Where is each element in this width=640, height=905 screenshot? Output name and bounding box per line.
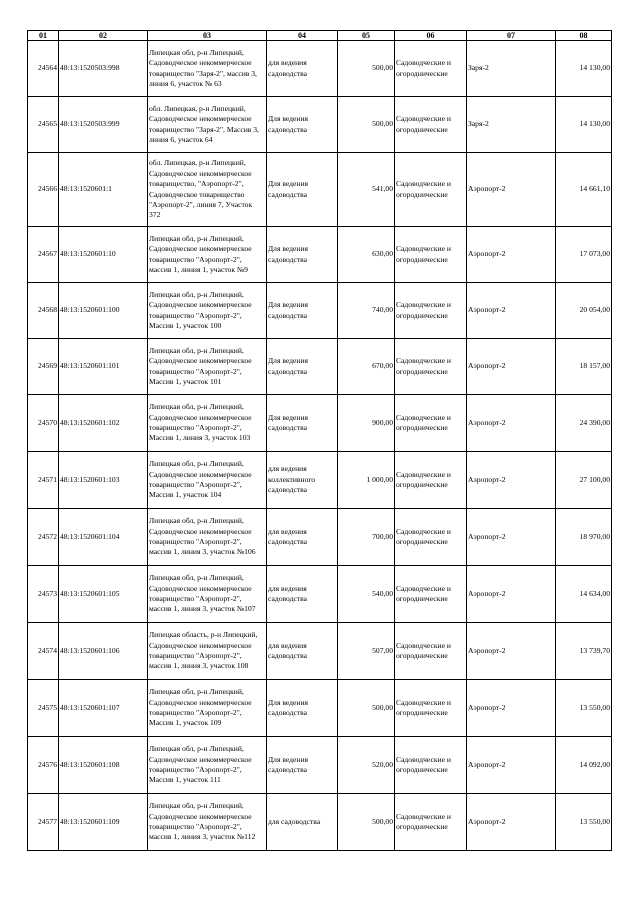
permitted-use: для ведения садоводства: [267, 566, 338, 623]
plot-address: Липецкая обл, р-н Липецкий, Садоводческое некоммерческое товарищество "Аэропорт-2", Массив 1, линия 3, участок 103: [148, 395, 267, 452]
cadastral-number: 48:13:1520601:109: [59, 794, 148, 851]
land-category: Садоводческие и огороднические: [395, 339, 467, 395]
plot-address: обл. Липецкая, р-н Липецкий, Садоводческое некоммерческое товарищество "Заря-2", Массив 3, линия 6, участок 64: [148, 97, 267, 153]
plot-number: 24568: [28, 283, 59, 339]
cadastral-value: 18 970,00: [556, 509, 612, 566]
table-row: [28, 509, 612, 566]
plot-address: Липецкая область, р-н Липецкий, Садоводческое некоммерческое товарищество "Аэропорт-2", массив 1, линия 3, участок 108: [148, 623, 267, 680]
table-row: [28, 41, 612, 97]
column-header: 06: [395, 31, 467, 41]
settlement-name: Заря-2: [467, 97, 556, 153]
permitted-use: Для ведения садоводства: [267, 395, 338, 452]
plot-address: Липецкая обл, р-н Липецкий, Садоводческое некоммерческое товарищество "Аэропорт-2", массив 1, линия 1, участок №9: [148, 227, 267, 283]
column-header: 07: [467, 31, 556, 41]
cadastral-value: 14 661,10: [556, 153, 612, 227]
table-row: [28, 452, 612, 509]
settlement-name: Аэропорт-2: [467, 566, 556, 623]
cadastral-number: 48:13:1520601:105: [59, 566, 148, 623]
settlement-name: Аэропорт-2: [467, 623, 556, 680]
column-header: 08: [556, 31, 612, 41]
table-row: [28, 339, 612, 395]
land-category: Садоводческие и огороднические: [395, 97, 467, 153]
permitted-use: для ведения садоводства: [267, 41, 338, 97]
settlement-name: Аэропорт-2: [467, 227, 556, 283]
settlement-name: Аэропорт-2: [467, 339, 556, 395]
cadastral-value: 14 092,00: [556, 737, 612, 794]
settlement-name: Аэропорт-2: [467, 395, 556, 452]
settlement-name: Заря-2: [467, 41, 556, 97]
plot-number: 24574: [28, 623, 59, 680]
cadastral-number: 48:13:1520503:999: [59, 97, 148, 153]
settlement-name: Аэропорт-2: [467, 680, 556, 737]
cadastral-number: 48:13:1520601:103: [59, 452, 148, 509]
cadastral-value: 24 390,00: [556, 395, 612, 452]
plot-area: 900,00: [338, 395, 395, 452]
cadastral-value: 17 073,00: [556, 227, 612, 283]
cadastral-number: 48:13:1520601:104: [59, 509, 148, 566]
land-category: Садоводческие и огороднические: [395, 153, 467, 227]
plot-area: 507,00: [338, 623, 395, 680]
permitted-use: Для ведения садоводства: [267, 227, 338, 283]
cadastral-number: 48:13:1520601:102: [59, 395, 148, 452]
plot-address: Липецкая обл, р-н Липецкий, Садоводческое некоммерческое товарищество "Заря-2", массив 3, линия 6, участок № 63: [148, 41, 267, 97]
plot-address: Липецкая обл, р-н Липецкий, Садоводческое некоммерческое товарищество "Аэропорт-2", массив 1, линия 3, участок №112: [148, 794, 267, 851]
cadastral-number: 48:13:1520601:100: [59, 283, 148, 339]
column-header: 02: [59, 31, 148, 41]
cadastral-value: 14 130,00: [556, 41, 612, 97]
plot-area: 740,00: [338, 283, 395, 339]
plot-area: 541,00: [338, 153, 395, 227]
land-category: Садоводческие и огороднические: [395, 623, 467, 680]
permitted-use: Для ведения садоводства: [267, 153, 338, 227]
plot-area: 500,00: [338, 97, 395, 153]
permitted-use: для садоводства: [267, 794, 338, 851]
cadastral-value: 13 550,00: [556, 680, 612, 737]
plot-area: 500,00: [338, 794, 395, 851]
settlement-name: Аэропорт-2: [467, 794, 556, 851]
plot-number: 24571: [28, 452, 59, 509]
column-header: 05: [338, 31, 395, 41]
land-plots-table: [27, 30, 612, 851]
permitted-use: Для ведения садоводства: [267, 283, 338, 339]
land-category: Садоводческие и огороднические: [395, 395, 467, 452]
cadastral-value: 13 739,70: [556, 623, 612, 680]
cadastral-value: 27 100,00: [556, 452, 612, 509]
cadastral-value: 20 054,00: [556, 283, 612, 339]
land-category: Садоводческие и огороднические: [395, 794, 467, 851]
cadastral-number: 48:13:1520601:108: [59, 737, 148, 794]
column-header: 03: [148, 31, 267, 41]
land-category: Садоводческие и огороднические: [395, 680, 467, 737]
settlement-name: Аэропорт-2: [467, 509, 556, 566]
plot-area: 500,00: [338, 41, 395, 97]
cadastral-number: 48:13:1520601:1: [59, 153, 148, 227]
plot-area: 630,00: [338, 227, 395, 283]
plot-address: Липецкая обл, р-н Липецкий, Садоводческое некоммерческое товарищество "Аэропорт-2", Массив 1, участок 111: [148, 737, 267, 794]
plot-area: 700,00: [338, 509, 395, 566]
permitted-use: для ведения коллективного садоводства: [267, 452, 338, 509]
table-row: [28, 395, 612, 452]
settlement-name: Аэропорт-2: [467, 737, 556, 794]
table-row: [28, 97, 612, 153]
permitted-use: для ведения садоводства: [267, 623, 338, 680]
land-category: Садоводческие и огороднические: [395, 737, 467, 794]
plot-address: Липецкая обл, р-н Липецкий, Садоводческое некоммерческое товарищество "Аэропорт-2", Массив 1, участок 100: [148, 283, 267, 339]
plot-number: 24567: [28, 227, 59, 283]
permitted-use: Для ведения садоводства: [267, 680, 338, 737]
permitted-use: Для ведения садоводства: [267, 339, 338, 395]
column-header: 01: [28, 31, 59, 41]
plot-number: 24570: [28, 395, 59, 452]
plot-number: 24573: [28, 566, 59, 623]
plot-address: Липецкая обл, р-н Липецкий, Садоводческое некоммерческое товарищество "Аэропорт-2", Массив 1, участок 104: [148, 452, 267, 509]
table-row: [28, 737, 612, 794]
cadastral-number: 48:13:1520601:10: [59, 227, 148, 283]
table-row: [28, 680, 612, 737]
plot-address: Липецкая обл, р-н Липецкий, Садоводческое некоммерческое товарищество "Аэропорт-2", Массив 1, участок 109: [148, 680, 267, 737]
table-row: [28, 566, 612, 623]
plot-area: 670,00: [338, 339, 395, 395]
plot-area: 520,00: [338, 737, 395, 794]
plot-address: Липецкая обл, р-н Липецкий, Садоводческое некоммерческое товарищество "Аэропорт-2", Массив 1, участок 101: [148, 339, 267, 395]
plot-number: 24565: [28, 97, 59, 153]
permitted-use: для ведения садоводства: [267, 509, 338, 566]
table-row: [28, 153, 612, 227]
cadastral-number: 48:13:1520601:107: [59, 680, 148, 737]
plot-number: 24564: [28, 41, 59, 97]
permitted-use: Для ведения садоводства: [267, 737, 338, 794]
plot-number: 24576: [28, 737, 59, 794]
settlement-name: Аэропорт-2: [467, 452, 556, 509]
plot-address: Липецкая обл, р-н Липецкий, Садоводческое некоммерческое товарищество "Аэропорт-2", массив 1, линия 3, участок №106: [148, 509, 267, 566]
settlement-name: Аэропорт-2: [467, 153, 556, 227]
permitted-use: Для ведения садоводства: [267, 97, 338, 153]
table-header-row: [28, 31, 612, 41]
cadastral-number: 48:13:1520601:101: [59, 339, 148, 395]
table-row: [28, 623, 612, 680]
cadastral-value: 13 550,00: [556, 794, 612, 851]
plot-area: 540,00: [338, 566, 395, 623]
cadastral-number: 48:13:1520503:998: [59, 41, 148, 97]
column-header: 04: [267, 31, 338, 41]
cadastral-number: 48:13:1520601:106: [59, 623, 148, 680]
land-category: Садоводческие и огороднические: [395, 566, 467, 623]
cadastral-value: 14 130,00: [556, 97, 612, 153]
land-category: Садоводческие и огороднические: [395, 41, 467, 97]
plot-address: Липецкая обл, р-н Липецкий, Садоводческое некоммерческое товарищество "Аэропорт-2", массив 1, линия 3, участок №107: [148, 566, 267, 623]
table-row: [28, 283, 612, 339]
plot-area: 1 000,00: [338, 452, 395, 509]
cadastral-value: 14 634,00: [556, 566, 612, 623]
plot-number: 24572: [28, 509, 59, 566]
table-row: [28, 227, 612, 283]
land-category: Садоводческие и огороднические: [395, 227, 467, 283]
land-category: Садоводческие и огороднические: [395, 283, 467, 339]
plot-number: 24577: [28, 794, 59, 851]
plot-number: 24569: [28, 339, 59, 395]
plot-number: 24566: [28, 153, 59, 227]
plot-area: 500,00: [338, 680, 395, 737]
table-row: [28, 794, 612, 851]
land-category: Садоводческие и огороднические: [395, 509, 467, 566]
plot-number: 24575: [28, 680, 59, 737]
cadastral-value: 18 157,00: [556, 339, 612, 395]
settlement-name: Аэропорт-2: [467, 283, 556, 339]
plot-address: обл. Липецкая, р-н Липецкий, Садоводческое некоммерческое товарищество, "Аэропорт-2", Садоводческое товарищество "Аэропорт-2", линия 7, Участок 372: [148, 153, 267, 227]
land-category: Садоводческие и огороднические: [395, 452, 467, 509]
